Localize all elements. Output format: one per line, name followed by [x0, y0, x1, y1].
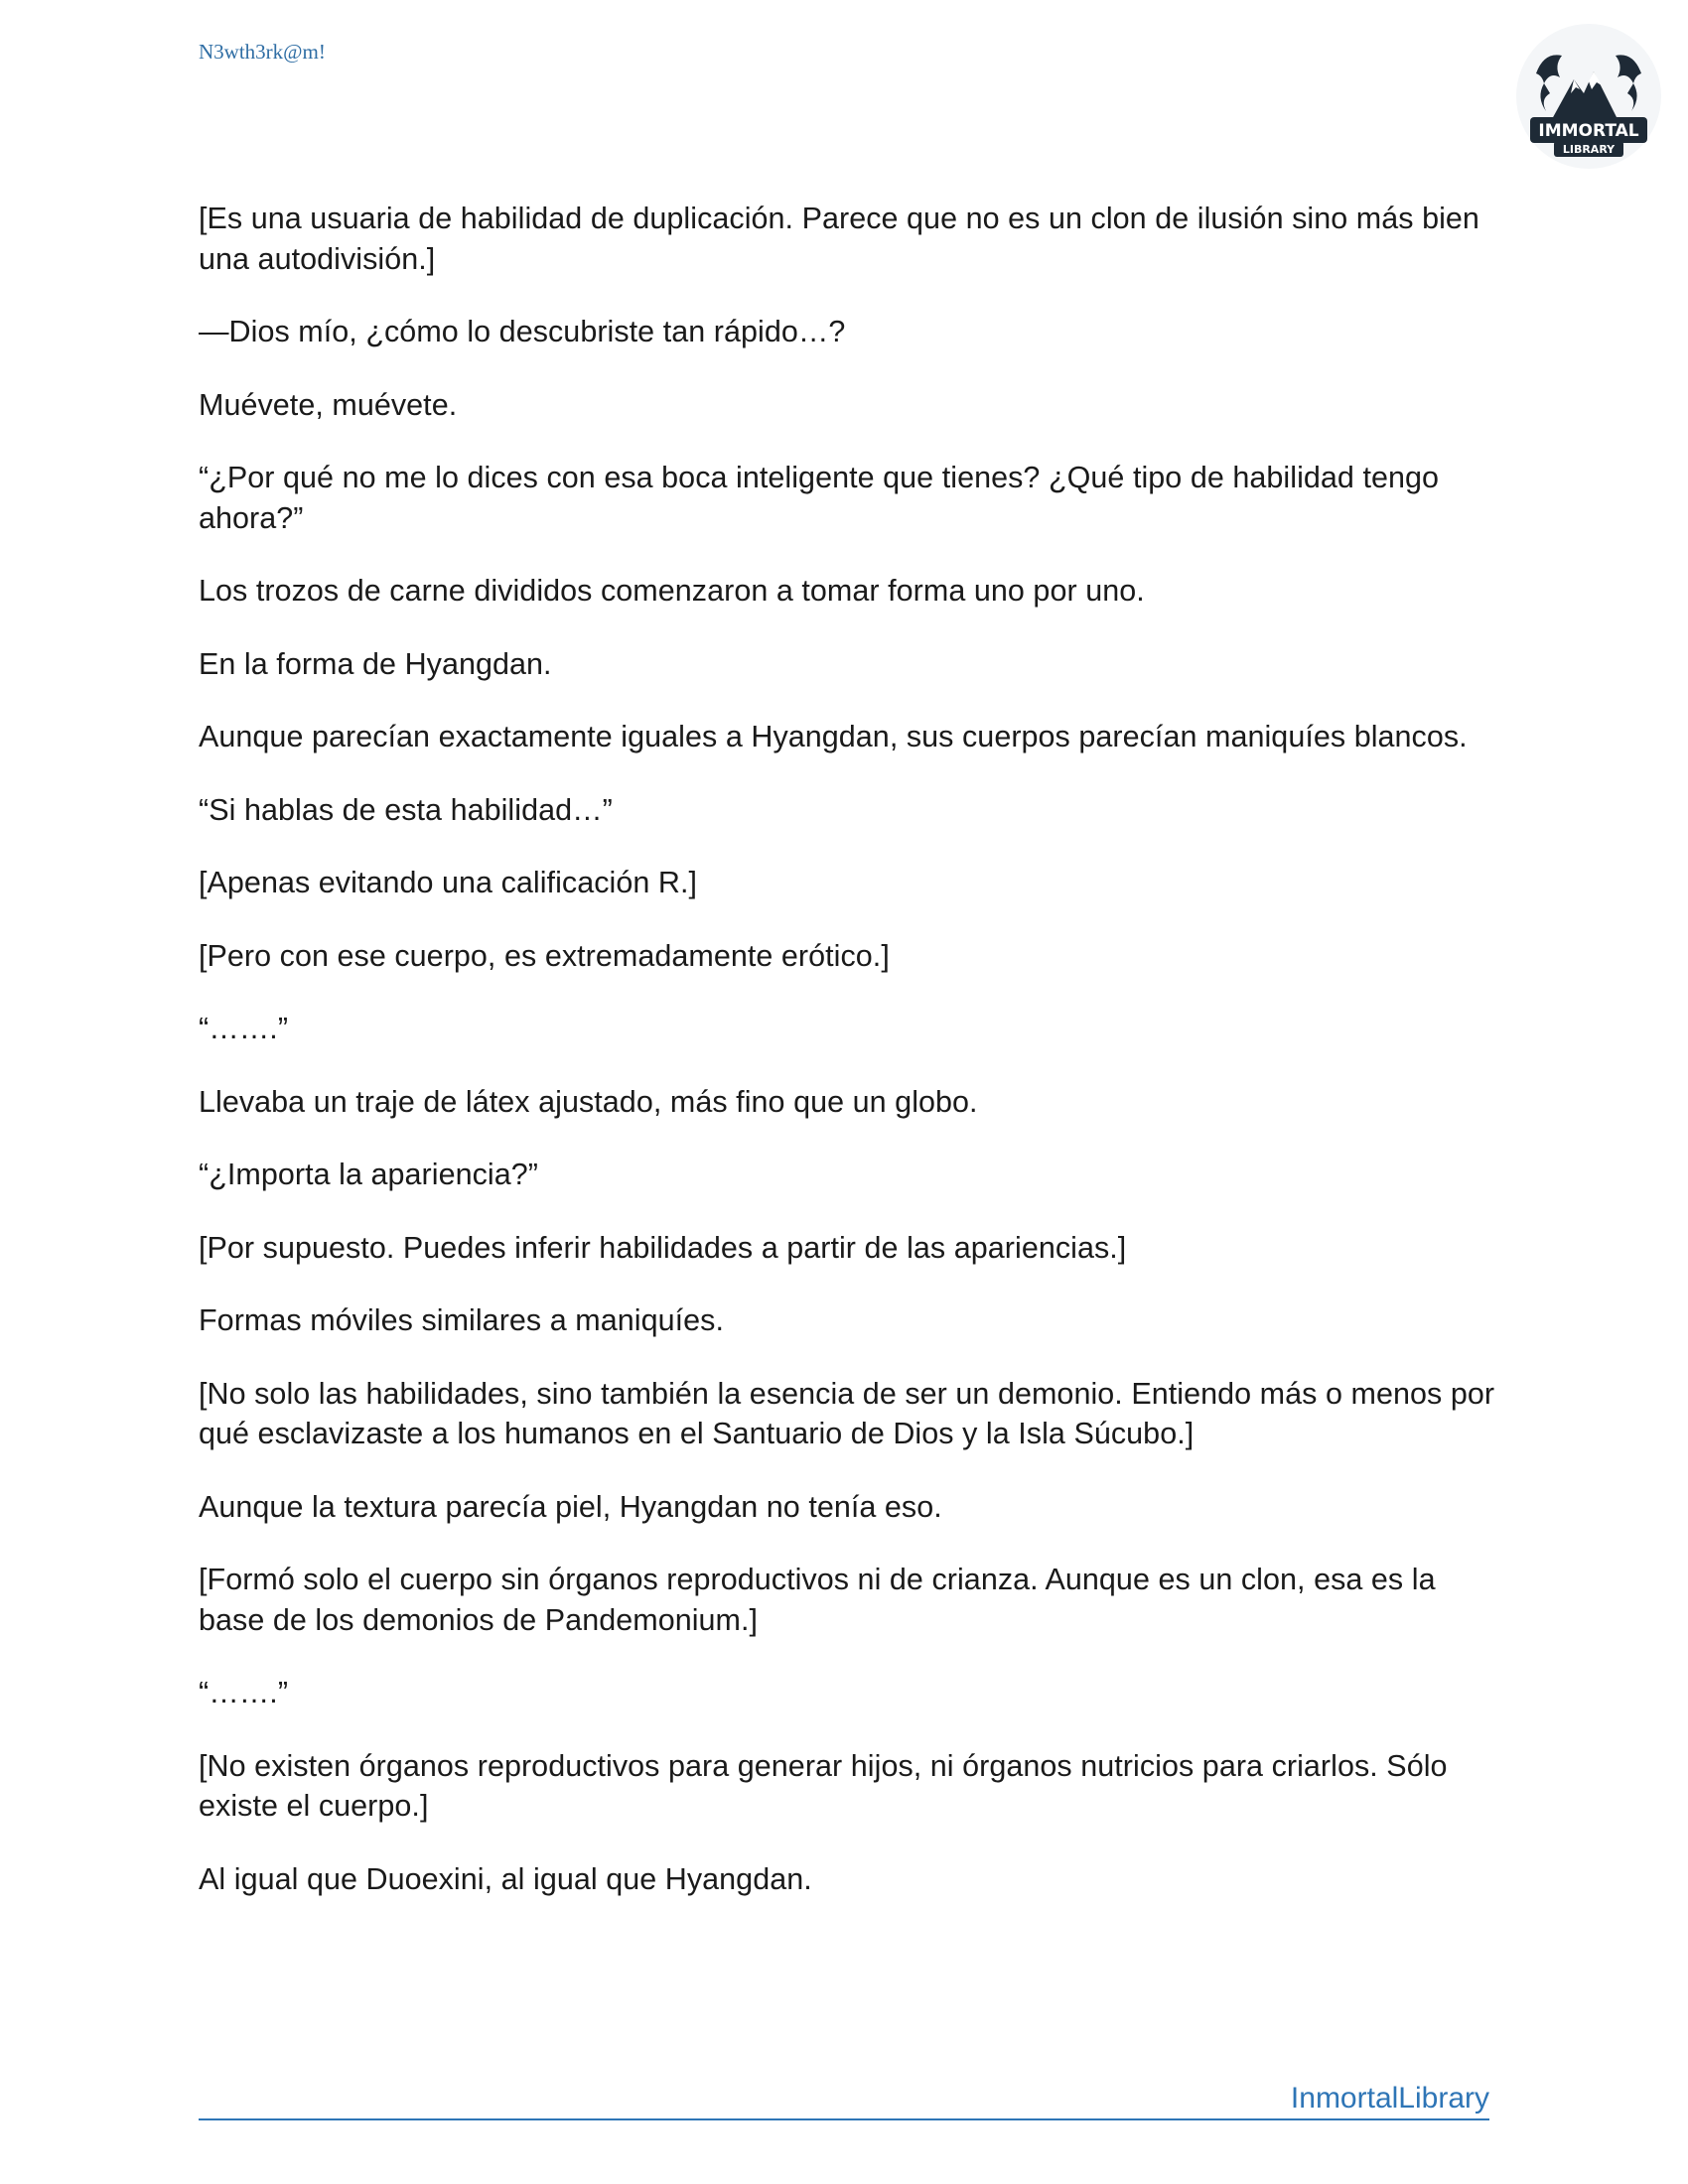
- document-body: [199, 199, 1499, 1932]
- paragraph: “…….”: [199, 1012, 289, 1045]
- paragraph: [Apenas evitando una calificación R.]: [199, 866, 698, 899]
- paragraph: [Pero con ese cuerpo, es extremadamente erótico.]: [199, 938, 890, 973]
- paragraph: [No solo las habilidades, sino también la esencia de ser un demonio. Entiendo más o menos por qué esclavizaste a los humanos en el Santuario de Dios y la Isla Súcubo.]: [199, 1376, 1495, 1450]
- footer-rule: [199, 2082, 1489, 2120]
- paragraph: [No existen órganos reproductivos para generar hijos, ni órganos nutricios para criarlos. Sólo existe el cuerpo.]: [199, 1748, 1448, 1823]
- paragraph: “¿Importa la apariencia?”: [199, 1158, 538, 1191]
- paragraph: “…….”: [199, 1676, 289, 1709]
- paragraph: Muévete, muévete.: [199, 387, 458, 422]
- paragraph: Aunque la textura parecía piel, Hyangdan no tenía eso.: [199, 1489, 942, 1524]
- footer-link[interactable]: InmortalLibrary: [1290, 2082, 1489, 2115]
- paragraph: Llevaba un traje de látex ajustado, más fino que un globo.: [199, 1084, 978, 1119]
- paragraph: Los trozos de carne divididos comenzaron a tomar forma uno por uno.: [199, 574, 1145, 608]
- immortal-library-logo: [1514, 22, 1663, 171]
- header-watermark: N3wth3rk@m!: [199, 40, 326, 64]
- paragraph: Formas móviles similares a maniquíes.: [199, 1303, 724, 1337]
- svg-text:LIBRARY: LIBRARY: [1562, 143, 1616, 156]
- paragraph: “¿Por qué no me lo dices con esa boca inteligente que tienes? ¿Qué tipo de habilidad tengo ahora?”: [199, 461, 1440, 535]
- paragraph: [Es una usuaria de habilidad de duplicación. Parece que no es un clon de ilusión sino más bien una autodivisión.]: [199, 202, 1479, 276]
- paragraph: En la forma de Hyangdan.: [199, 646, 552, 681]
- paragraph: “Si hablas de esta habilidad…”: [199, 792, 613, 827]
- paragraph: Aunque parecían exactamente iguales a Hyangdan, sus cuerpos parecían maniquíes blancos.: [199, 720, 1468, 753]
- svg-text:IMMORTAL: IMMORTAL: [1538, 121, 1639, 141]
- paragraph: —Dios mío, ¿cómo lo descubriste tan rápido…?: [199, 315, 846, 348]
- paragraph: [Formó solo el cuerpo sin órganos reproductivos ni de crianza. Aunque es un clon, esa es la base de los demonios de Pandemonium.]: [199, 1563, 1436, 1637]
- paragraph: [Por supuesto. Puedes inferir habilidades a partir de las apariencias.]: [199, 1230, 1127, 1265]
- paragraph: Al igual que Duoexini, al igual que Hyangdan.: [199, 1861, 812, 1896]
